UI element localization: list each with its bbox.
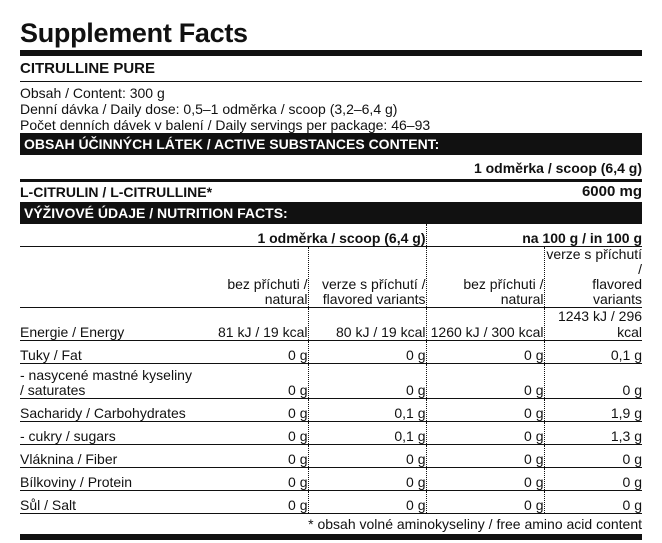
table-cell: 0 g bbox=[544, 364, 642, 399]
table-cell: 0,1 g bbox=[308, 399, 426, 422]
table-cell: 0 g bbox=[308, 491, 426, 514]
column-header: verze s příchutí / flavored variants bbox=[544, 247, 642, 308]
daily-dose-line: Denní dávka / Daily dose: 0,5–1 odměrka / scoop (3,2–6,4 g) bbox=[20, 101, 398, 117]
footnote: * obsah volné aminokyseliny / free amino acid content bbox=[308, 516, 642, 532]
row-label: Sůl / Salt bbox=[20, 491, 196, 514]
column-group-header bbox=[20, 224, 642, 247]
table-cell: 0 g bbox=[426, 422, 544, 445]
row-label: Vláknina / Fiber bbox=[20, 445, 196, 468]
table-cell: 0 g bbox=[196, 399, 308, 422]
table-cell: 1243 kJ / 296 kcal bbox=[544, 308, 642, 341]
table-cell: 0 g bbox=[196, 364, 308, 399]
table-cell: 0 g bbox=[308, 364, 426, 399]
table-cell: 0 g bbox=[426, 491, 544, 514]
table-cell: 0 g bbox=[544, 445, 642, 468]
table-cell: 0 g bbox=[196, 445, 308, 468]
row-label: Bílkoviny / Protein bbox=[20, 468, 196, 491]
table-cell: 0,1 g bbox=[544, 341, 642, 364]
package-info bbox=[20, 82, 642, 133]
table-cell: 81 kJ / 19 kcal bbox=[196, 308, 308, 341]
group-per-100g: na 100 g / in 100 g bbox=[426, 224, 642, 247]
table-cell: 1260 kJ / 300 kcal bbox=[426, 308, 544, 341]
column-header: bez příchuti / natural bbox=[426, 247, 544, 308]
product-name: CITRULLINE PURE bbox=[20, 60, 155, 77]
table-cell: 1,3 g bbox=[544, 422, 642, 445]
table-cell: 0 g bbox=[196, 341, 308, 364]
column-header: verze s příchutí / flavored variants bbox=[308, 247, 426, 308]
supplement-facts-panel bbox=[20, 0, 642, 540]
table-row bbox=[20, 341, 642, 364]
table-row bbox=[20, 308, 642, 341]
table-row bbox=[20, 491, 642, 514]
table-cell: 0 g bbox=[196, 491, 308, 514]
table-cell: 0 g bbox=[196, 422, 308, 445]
column-header-row bbox=[20, 247, 642, 308]
table-row bbox=[20, 422, 642, 445]
active-substances-header: OBSAH ÚČINNÝCH LÁTEK / ACTIVE SUBSTANCES CONTENT: bbox=[20, 133, 642, 155]
row-label: Sacharidy / Carbohydrates bbox=[20, 399, 196, 422]
divider bbox=[20, 534, 642, 540]
table-row bbox=[20, 445, 642, 468]
servings-line: Počet denních dávek v balení / Daily servings per package: 46–93 bbox=[20, 117, 431, 133]
column-header: bez příchuti / natural bbox=[196, 247, 308, 308]
row-label: - nasycené mastné kyseliny / saturates bbox=[20, 364, 196, 399]
content-line: Obsah / Content: 300 g bbox=[20, 85, 165, 101]
table-cell: 0 g bbox=[426, 341, 544, 364]
table-cell: 0 g bbox=[308, 341, 426, 364]
active-substance-value: 6000 mg bbox=[581, 183, 642, 200]
table-cell: 0 g bbox=[544, 468, 642, 491]
row-label: Energie / Energy bbox=[20, 308, 196, 341]
table-row bbox=[20, 468, 642, 491]
table-row bbox=[20, 399, 642, 422]
active-substance-name: L-CITRULIN / L-CITRULLINE* bbox=[20, 184, 213, 200]
table-cell: 0,1 g bbox=[308, 422, 426, 445]
table-cell: 0 g bbox=[308, 468, 426, 491]
row-label: - cukry / sugars bbox=[20, 422, 196, 445]
nutrition-facts-header: VÝŽIVOVÉ ÚDAJE / NUTRITION FACTS: bbox=[20, 202, 642, 224]
table-cell: 0 g bbox=[426, 364, 544, 399]
active-substance-row bbox=[20, 182, 642, 202]
table-cell: 0 g bbox=[426, 445, 544, 468]
table-cell: 0 g bbox=[426, 399, 544, 422]
table-cell: 0 g bbox=[426, 468, 544, 491]
group-per-scoop: 1 odměrka / scoop (6,4 g) bbox=[20, 224, 426, 247]
row-label: Tuky / Fat bbox=[20, 341, 196, 364]
table-row bbox=[20, 364, 642, 399]
serving-size-label: 1 odměrka / scoop (6,4 g) bbox=[473, 160, 642, 176]
table-cell: 0 g bbox=[308, 445, 426, 468]
table-cell: 1,9 g bbox=[544, 399, 642, 422]
nutrition-table bbox=[20, 224, 642, 514]
table-cell: 0 g bbox=[196, 468, 308, 491]
page-title: Supplement Facts bbox=[20, 18, 248, 48]
table-cell: 80 kJ / 19 kcal bbox=[308, 308, 426, 341]
table-cell: 0 g bbox=[544, 491, 642, 514]
